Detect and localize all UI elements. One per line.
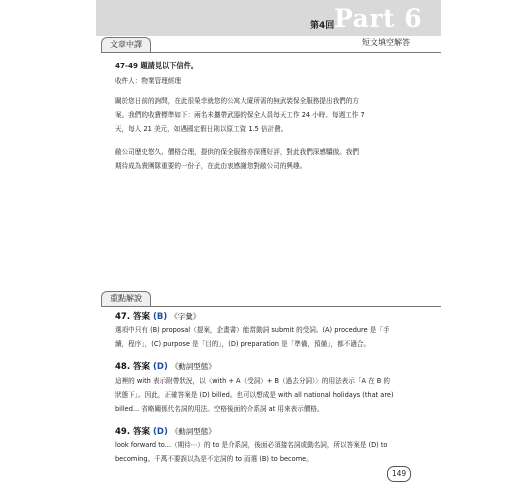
explanation-line: 狀態下」。因此，正確答案是 (D) billed。也可以想成是 with all national holidays (that are) — [115, 391, 394, 399]
part-title: Part 6 — [334, 4, 423, 33]
answer-label: 答案 — [133, 427, 151, 437]
para1-line: 關於您日前的詢問，在此很榮幸就您的公寓大廈所需的無武裝保全服務提出我們的方 — [115, 97, 359, 105]
explanation-line: 選項中只有 (B) proposal（提案，企畫書）能當動詞 submit 的受詞。(A) procedure 是「手 — [115, 326, 390, 334]
explanation-tab: 重點解說 — [101, 291, 151, 306]
answer-letter: (B) — [153, 312, 168, 322]
para2-line: 敝公司歷史悠久、價格合理，提供的保全服務亦深獲好評，對此我們深感驕傲。我們 — [115, 148, 359, 156]
recipient-line: 收件人：物業管理經理 — [115, 77, 181, 85]
question-category: 《字彙》 — [170, 312, 201, 321]
answer-label: 答案 — [133, 362, 151, 372]
explanation-line: 這裡的 with 表示附帶狀況，以〈with + A（受詞）+ B（過去分詞）〉的用法表示「A 在 B 的 — [115, 377, 390, 385]
answer-label: 答案 — [133, 312, 151, 322]
explanation-divider — [101, 306, 441, 307]
question-number: 47. — [115, 312, 131, 322]
question-category: 《動詞型態》 — [170, 427, 216, 436]
explanation-line: look forward to...（期待⋯）的 to 是介系詞，後面必須接名詞或動名詞，所以答案是 (D) to — [115, 441, 388, 449]
para1-line: 案。我們的收費標準如下：兩名未攜帶武器的保全人員每天工作 24 小時、每週工作 7 — [115, 111, 365, 119]
question-category: 《動詞型態》 — [170, 362, 216, 371]
explanation-line: 續，程序」，(C) purpose 是「目的」，(D) preparation 是「準備，預備」，都不適合。 — [115, 340, 371, 348]
question-number: 48. — [115, 362, 131, 372]
answer-letter: (D) — [153, 362, 168, 372]
explanation-line: becoming。千萬不要誤以為是不定詞的 to 而選 (B) to become。 — [115, 455, 313, 463]
question-49-header — [115, 425, 216, 437]
translation-heading: 47-49 題請見以下信件。 — [115, 61, 198, 70]
part-label: 第4回 — [310, 21, 335, 31]
question-48-header — [115, 360, 216, 372]
answer-letter: (D) — [153, 427, 168, 437]
page-number: 149 — [387, 466, 411, 482]
question-number: 49. — [115, 427, 131, 437]
explanation-line: billed... 省略關係代名詞的用法。空格後面的介系詞 at 用來表示價格。 — [115, 405, 324, 413]
part-subtitle: 短文填空解答 — [362, 38, 410, 47]
question-47-header — [115, 310, 200, 322]
para2-line: 期待成為貴團隊重要的一份子，在此由衷感謝您對敝公司的興趣。 — [115, 162, 307, 170]
translation-divider — [101, 52, 441, 53]
para1-line: 天，每人 21 美元，如遇國定假日則以原工資 1.5 倍計費。 — [115, 125, 288, 133]
translation-tab: 文章中譯 — [101, 37, 151, 52]
